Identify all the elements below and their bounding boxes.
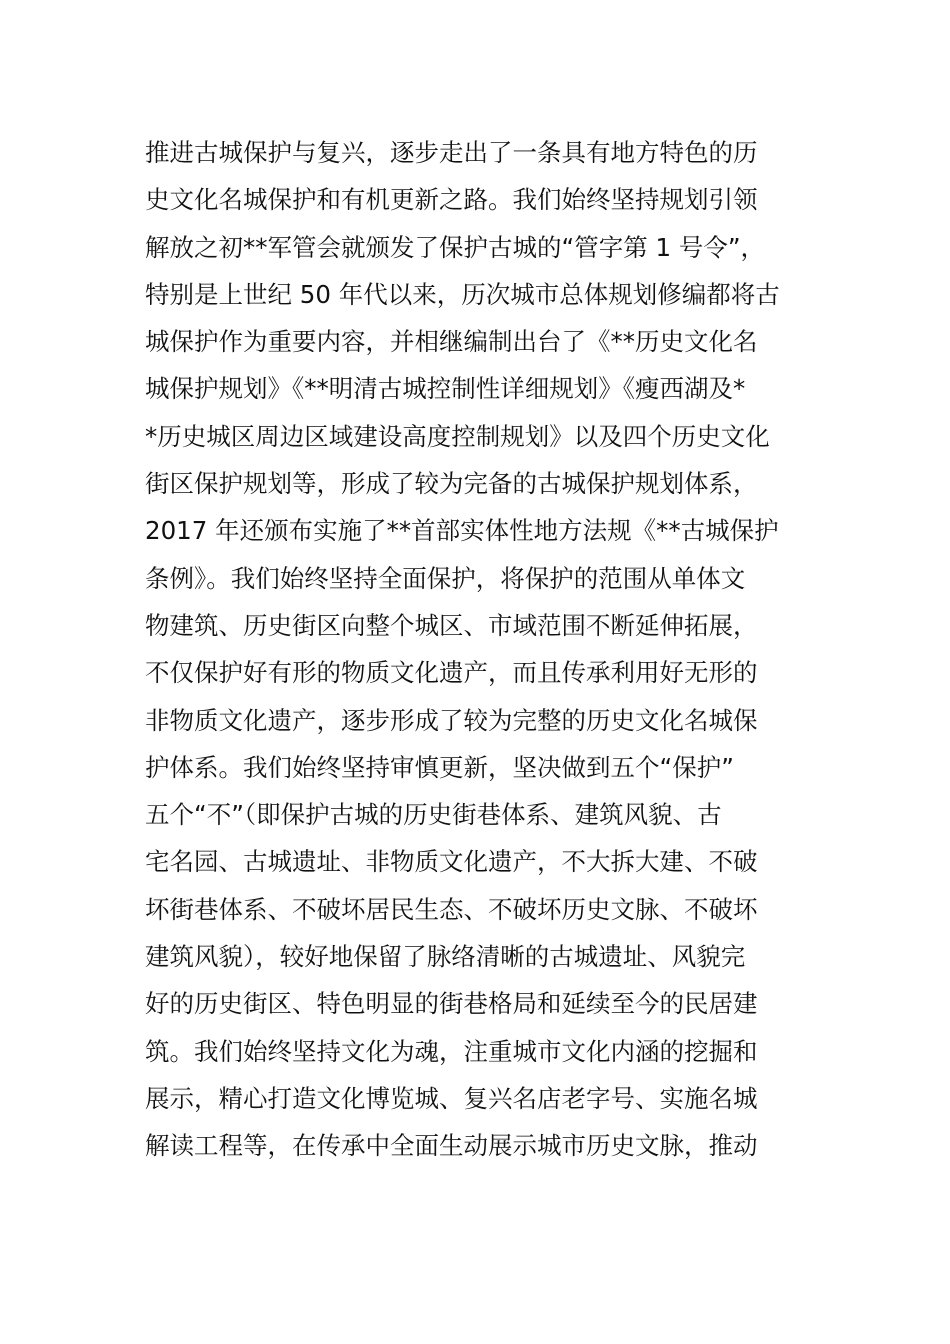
text-line: 街区保护规划等，形成了较为完备的古城保护规划体系， xyxy=(145,469,758,499)
text-line: 好的历史街区、特色明显的街巷格局和延续至今的民居建 xyxy=(145,989,758,1019)
body-paragraph xyxy=(145,129,825,1170)
text-line: 特别是上世纪 50 年代以来，历次城市总体规划修编都将古 xyxy=(145,279,780,309)
text-line: 筑。我们始终坚持文化为魂，注重城市文化内涵的挖掘和 xyxy=(145,1036,758,1066)
text-line: 城保护作为重要内容，并相继编制出台了《**历史文化名 xyxy=(145,327,758,357)
text-line: 物建筑、历史街区向整个城区、市域范围不断延伸拓展， xyxy=(145,610,758,640)
text-line: 2017 年还颁布实施了**首部实体性地方法规《**古城保护 xyxy=(145,516,779,546)
text-line: 条例》。我们始终坚持全面保护，将保护的范围从单体文 xyxy=(145,563,746,593)
text-line: 史文化名城保护和有机更新之路。我们始终坚持规划引领 xyxy=(145,185,758,215)
text-line: 解读工程等，在传承中全面生动展示城市历史文脉，推动 xyxy=(145,1131,758,1161)
text-line: 护体系。我们始终坚持审慎更新，坚决做到五个“保护” xyxy=(145,752,734,782)
text-line: 不仅保护好有形的物质文化遗产，而且传承利用好无形的 xyxy=(145,658,758,688)
text-line: 解放之初**军管会就颁发了保护古城的“管字第 1 号令”， xyxy=(145,232,766,262)
text-line: 建筑风貌），较好地保留了脉络清晰的古城遗址、风貌完 xyxy=(145,942,746,972)
text-line: 城保护规划》《**明清古城控制性详细规划》《瘦西湖及* xyxy=(145,374,746,404)
text-line: 展示，精心打造文化博览城、复兴名店老字号、实施名城 xyxy=(145,1083,758,1113)
text-line: 坏街巷体系、不破坏居民生态、不破坏历史文脉、不破坏 xyxy=(145,894,758,924)
text-line: 五个“不”（即保护古城的历史街巷体系、建筑风貌、古 xyxy=(145,800,722,830)
text-line: 推进古城保护与复兴，逐步走出了一条具有地方特色的历 xyxy=(145,138,758,167)
text-line: *历史城区周边区域建设高度控制规划》以及四个历史文化 xyxy=(145,421,770,451)
text-line: 宅名园、古城遗址、非物质文化遗产，不大拆大建、不破 xyxy=(145,847,758,877)
text-line: 非物质文化遗产，逐步形成了较为完整的历史文化名城保 xyxy=(145,705,758,735)
